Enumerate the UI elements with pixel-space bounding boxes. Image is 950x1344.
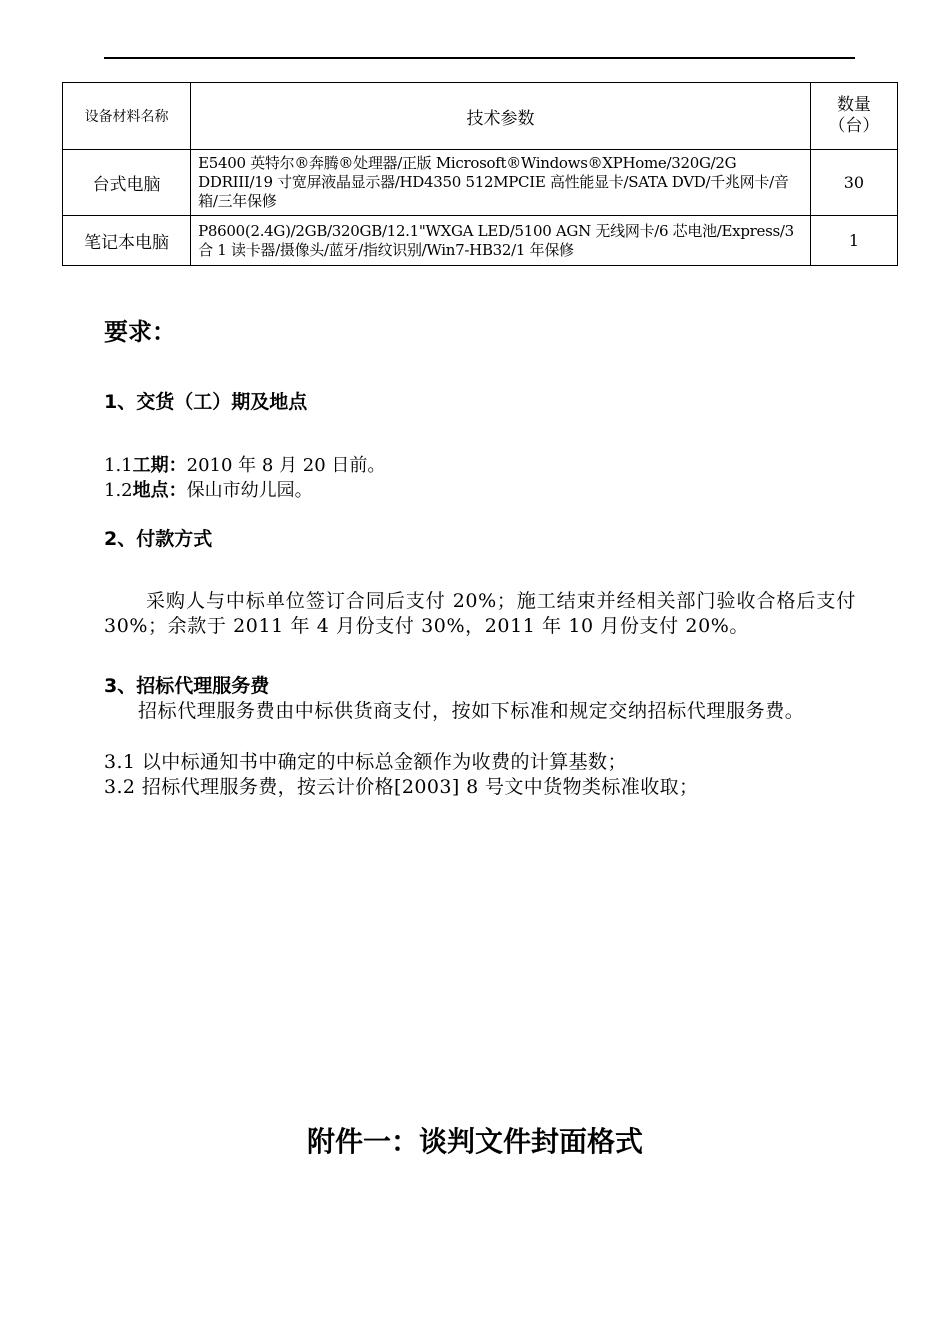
row-tech-spec: E5400 英特尔®奔腾®处理器/正版 Microsoft®Windows®XPHome/320G/2G DDRIII/19 寸宽屏液晶显示器/HD4350 512MPCIE 高性能显卡/SATA DVD/千兆网卡/音箱/三年保修 — [191, 150, 811, 216]
row-quantity: 1 — [810, 216, 897, 266]
section3-item1: 3.1 以中标通知书中确定的中标总金额作为收费的计算基数； — [104, 751, 627, 773]
item1-label: 工期： — [132, 455, 187, 476]
header-equipment-name: 设备材料名称 — [63, 83, 191, 150]
requirements-title: 要求： — [104, 318, 176, 346]
section3-heading: 3、招标代理服务费 — [104, 675, 270, 697]
equipment-spec-table — [62, 82, 898, 266]
row-equipment-name: 笔记本电脑 — [63, 216, 191, 266]
section3-paragraph: 招标代理服务费由中标供货商支付，按如下标准和规定交纳招标代理服务费。 — [138, 700, 805, 722]
header-rule — [104, 57, 855, 59]
annex-title: 附件一：谈判文件封面格式 — [306, 1125, 643, 1158]
row-quantity: 30 — [810, 150, 897, 216]
section2-heading: 2、付款方式 — [104, 528, 213, 550]
item2-text: 保山市幼儿园。 — [186, 480, 313, 501]
section1-item1 — [104, 454, 856, 478]
header-tech-spec: 技术参数 — [191, 83, 811, 150]
item2-label: 地点： — [132, 480, 187, 501]
header-quantity-line1: 数量 — [836, 95, 871, 115]
item1-text: 2010 年 8 月 20 日前。 — [186, 455, 386, 476]
row-tech-spec: P8600(2.4G)/2GB/320GB/12.1"WXGA LED/5100 AGN 无线网卡/6 芯电池/Express/3 合 1 读卡器/摄像头/蓝牙/指纹识别/Win7-HB32/1 年保修 — [191, 216, 811, 266]
table-row — [63, 216, 898, 266]
section3-item2: 3.2 招标代理服务费，按云计价格[2003] 8 号文中货物类标准收取； — [104, 776, 699, 798]
item1-prefix: 1.1 — [104, 455, 133, 476]
section2-paragraph: 采购人与中标单位签订合同后支付 20%；施工结束并经相关部门验收合格后支付 30%；余款于 2011 年 4 月份支付 30%，2011 年 10 月份支付 20%。 — [104, 590, 856, 637]
section1-item2 — [104, 479, 856, 503]
table-row — [63, 150, 898, 216]
item2-prefix: 1.2 — [104, 480, 133, 501]
table-header-row — [63, 83, 898, 150]
row-equipment-name: 台式电脑 — [63, 150, 191, 216]
header-quantity — [810, 83, 897, 150]
section1-heading: 1、交货（工）期及地点 — [104, 391, 308, 413]
header-quantity-line2: （台） — [828, 116, 880, 136]
